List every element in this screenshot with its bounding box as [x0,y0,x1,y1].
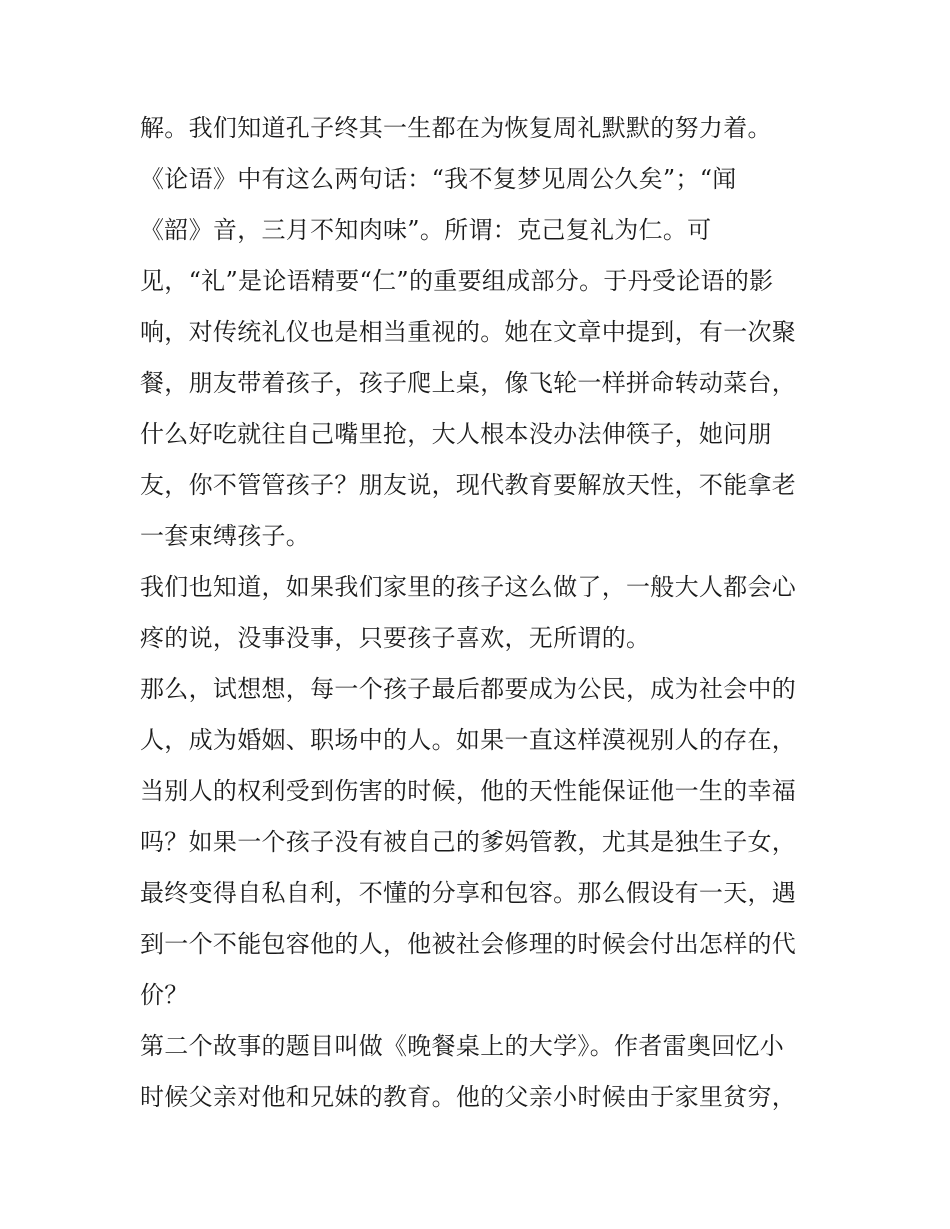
text-line: 疼的说，没事没事，只要孩子喜欢，无所谓的。 [140,624,651,652]
text-line: 当别人的权利受到伤害的时候，他的天性能保证他一生的幸福 [140,777,797,805]
text-line: 解。我们知道孔子终其一生都在为恢复周礼默默的努力着。 [140,114,772,142]
text-line: 时候父亲对他和兄妹的教育。他的父亲小时候由于家里贫穷， [140,1083,797,1111]
text-line: 《论语》中有这么两句话：“我不复梦见周公久矣”；“闻 [140,165,737,193]
body-text [140,103,812,1123]
text-line: 一套束缚孩子。 [140,522,311,550]
text-line: 什么好吃就往自己嘴里抢，大人根本没办法伸筷子，她问朋 [140,420,772,448]
text-line: 最终变得自私自利，不懂的分享和包容。那么假设有一天，遇 [140,879,797,907]
text-line: 人，成为婚姻、职场中的人。如果一直这样漠视别人的存在， [140,726,797,754]
text-line: 吗？如果一个孩子没有被自己的爹妈管教，尤其是独生子女， [140,828,797,856]
text-line: 我们也知道，如果我们家里的孩子这么做了，一般大人都会心 [140,573,797,601]
text-line: 价？ [140,981,189,1009]
text-line: 到一个不能包容他的人，他被社会修理的时候会付出怎样的代 [140,930,797,958]
text-line: 餐，朋友带着孩子，孩子爬上桌，像飞轮一样拼命转动菜台， [140,369,797,397]
text-line: 响，对传统礼仪也是相当重视的。她在文章中提到，有一次聚 [140,318,797,346]
text-line: 见，“礼”是论语精要“仁”的重要组成部分。于丹受论语的影 [140,267,774,295]
text-line: 《韶》音，三月不知肉味”。所谓：克己复礼为仁。可 [140,216,712,244]
text-line: 那么，试想想，每一个孩子最后都要成为公民，成为社会中的 [140,675,797,703]
text-line: 第二个故事的题目叫做《晚餐桌上的大学》。作者雷奥回忆小 [140,1032,785,1060]
text-line: 友，你不管管孩子？朋友说，现代教育要解放天性，不能拿老 [140,471,797,499]
